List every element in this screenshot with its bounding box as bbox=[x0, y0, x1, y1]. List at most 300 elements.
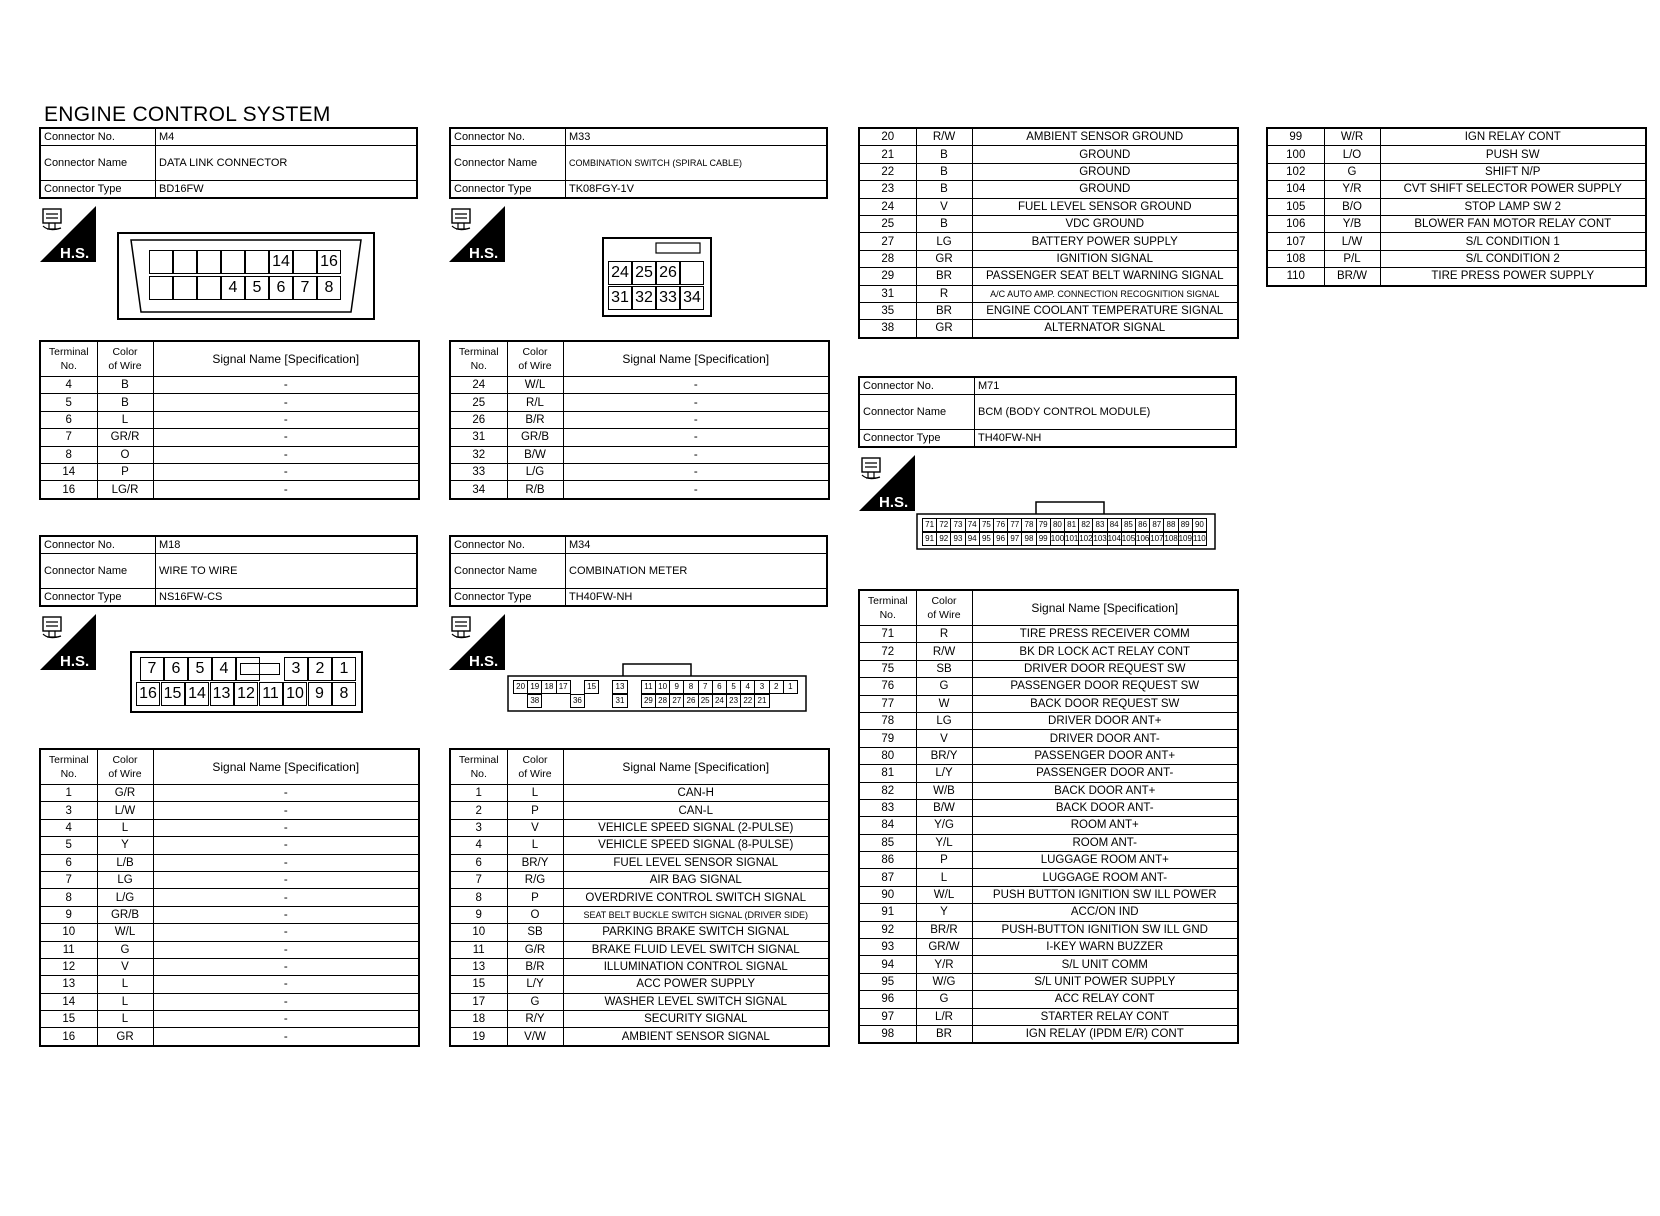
table-row bbox=[40, 819, 419, 836]
table-row bbox=[40, 871, 419, 888]
terminal-no: 8 bbox=[40, 889, 97, 906]
terminal-no: 87 bbox=[859, 869, 916, 886]
connector-pin: 78 bbox=[1021, 518, 1036, 532]
table-row bbox=[859, 747, 1238, 764]
wire-color: B bbox=[97, 377, 153, 394]
connector-pin: 24 bbox=[712, 694, 727, 708]
wire-color: BR bbox=[916, 268, 972, 285]
signal-name: ROOM ANT+ bbox=[972, 817, 1238, 834]
terminal-no: 25 bbox=[450, 394, 507, 411]
table-row bbox=[859, 956, 1238, 973]
table-row bbox=[450, 429, 829, 446]
connector-pin bbox=[149, 276, 173, 300]
terminal-no: 105 bbox=[1267, 198, 1324, 215]
wire-color: G bbox=[97, 941, 153, 958]
terminal-no: 9 bbox=[40, 906, 97, 923]
connector-pin: 98 bbox=[1021, 532, 1036, 546]
connector-pin: 106 bbox=[1135, 532, 1150, 546]
connector-type-value: NS16FW-CS bbox=[156, 589, 418, 607]
terminal-no: 8 bbox=[40, 446, 97, 463]
terminal-no: 24 bbox=[450, 377, 507, 394]
connector-pin: 26 bbox=[656, 261, 680, 285]
signal-name: TIRE PRESS RECEIVER COMM bbox=[972, 626, 1238, 643]
terminal-no: 78 bbox=[859, 712, 916, 729]
signal-name: LUGGAGE ROOM ANT+ bbox=[972, 852, 1238, 869]
terminal-no: 28 bbox=[859, 250, 916, 267]
terminal-no: 97 bbox=[859, 1008, 916, 1025]
wire-color: L/Y bbox=[916, 765, 972, 782]
wire-color: L bbox=[97, 1011, 153, 1028]
wire-color: Y/G bbox=[916, 817, 972, 834]
wire-color: P bbox=[97, 463, 153, 480]
terminal-no: 85 bbox=[859, 834, 916, 851]
signal-name: CAN-L bbox=[563, 802, 829, 819]
signal-name: - bbox=[153, 837, 419, 854]
connector-pin: 33 bbox=[656, 286, 680, 310]
table-row bbox=[450, 1028, 829, 1046]
table-row bbox=[450, 463, 829, 480]
table-row bbox=[1267, 268, 1646, 286]
connector-pin: 88 bbox=[1163, 518, 1178, 532]
connector-pin: 7 bbox=[140, 657, 164, 681]
connector-pin: 104 bbox=[1107, 532, 1122, 546]
terminal-no: 108 bbox=[1267, 250, 1324, 267]
connector-pin: 5 bbox=[188, 657, 212, 681]
wire-color: W/L bbox=[507, 377, 563, 394]
connector-pin: 22 bbox=[740, 694, 755, 708]
table-row bbox=[40, 993, 419, 1010]
terminal-no: 110 bbox=[1267, 268, 1324, 286]
terminal-no: 75 bbox=[859, 660, 916, 677]
hs-label: H.S. bbox=[60, 653, 90, 670]
wire-color: R/G bbox=[507, 871, 563, 888]
signal-name: - bbox=[563, 429, 829, 446]
signal-name: - bbox=[153, 1028, 419, 1046]
terminal-no: 13 bbox=[450, 958, 507, 975]
wire-color: GR bbox=[97, 1028, 153, 1046]
terminal-table-m18 bbox=[39, 748, 420, 1047]
terminal-no: 11 bbox=[450, 941, 507, 958]
wire-color: L/W bbox=[1324, 233, 1380, 250]
connector-name-row bbox=[40, 146, 417, 181]
signal-name: S/L CONDITION 1 bbox=[1380, 233, 1646, 250]
harness-side-icon bbox=[859, 455, 915, 511]
table-row bbox=[450, 976, 829, 993]
terminal-table-m71-continued bbox=[1266, 127, 1647, 287]
wire-color: W/R bbox=[1324, 128, 1380, 146]
signal-name: - bbox=[153, 906, 419, 923]
signal-name: FUEL LEVEL SENSOR GROUND bbox=[972, 198, 1238, 215]
terminal-no: 31 bbox=[859, 285, 916, 302]
signal-name: ALTERNATOR SIGNAL bbox=[972, 320, 1238, 338]
wire-color: P bbox=[507, 889, 563, 906]
connector-pin: 6 bbox=[269, 276, 293, 300]
table-row bbox=[859, 181, 1238, 198]
table-row bbox=[450, 941, 829, 958]
table-row bbox=[450, 854, 829, 871]
terminal-no: 10 bbox=[450, 924, 507, 941]
connector-no-value: M4 bbox=[156, 128, 418, 146]
table-row bbox=[40, 1011, 419, 1028]
table-row bbox=[40, 924, 419, 941]
table-row bbox=[40, 785, 419, 802]
connector-info-m34 bbox=[449, 535, 828, 607]
terminal-no: 71 bbox=[859, 626, 916, 643]
wire-color-header bbox=[97, 749, 153, 785]
header-line: Color bbox=[522, 346, 548, 358]
terminal-no: 19 bbox=[450, 1028, 507, 1046]
connector-pin bbox=[149, 250, 173, 274]
hs-label: H.S. bbox=[469, 245, 499, 262]
signal-name: - bbox=[563, 463, 829, 480]
connector-pin: 4 bbox=[740, 680, 755, 694]
connector-pin: 3 bbox=[284, 657, 308, 681]
signal-name: ENGINE COOLANT TEMPERATURE SIGNAL bbox=[972, 302, 1238, 319]
table-row bbox=[859, 643, 1238, 660]
wire-color: GR/R bbox=[97, 429, 153, 446]
harness-side-icon bbox=[40, 614, 96, 670]
connector-pin: 99 bbox=[1036, 532, 1051, 546]
connector-pin: 34 bbox=[680, 286, 704, 310]
table-row bbox=[859, 198, 1238, 215]
header-line: of Wire bbox=[518, 360, 552, 372]
table-row bbox=[859, 146, 1238, 163]
table-row bbox=[859, 834, 1238, 851]
connector-pin: 7 bbox=[698, 680, 713, 694]
table-row bbox=[450, 993, 829, 1010]
terminal-no: 95 bbox=[859, 973, 916, 990]
terminal-no: 4 bbox=[450, 837, 507, 854]
wire-color: GR/B bbox=[507, 429, 563, 446]
connector-pin: 109 bbox=[1178, 532, 1193, 546]
signal-name: IGN RELAY CONT bbox=[1380, 128, 1646, 146]
connector-type-value: TK08FGY-1V bbox=[566, 181, 828, 199]
connector-type-row bbox=[450, 589, 827, 607]
wire-color: Y bbox=[916, 904, 972, 921]
signal-name: IGNITION SIGNAL bbox=[972, 250, 1238, 267]
terminal-no: 86 bbox=[859, 852, 916, 869]
terminal-no: 1 bbox=[40, 785, 97, 802]
signal-name: - bbox=[563, 394, 829, 411]
connector-pin: 16 bbox=[317, 250, 341, 274]
table-row bbox=[450, 958, 829, 975]
connector-pin: 2 bbox=[769, 680, 784, 694]
wire-color: P/L bbox=[1324, 250, 1380, 267]
connector-diagram-m33 bbox=[602, 237, 712, 317]
table-row bbox=[40, 394, 419, 411]
signal-name: S/L UNIT COMM bbox=[972, 956, 1238, 973]
connector-pin: 38 bbox=[527, 694, 542, 708]
signal-name: FUEL LEVEL SENSOR SIGNAL bbox=[563, 854, 829, 871]
terminal-no: 76 bbox=[859, 678, 916, 695]
signal-name: DRIVER DOOR ANT+ bbox=[972, 712, 1238, 729]
connector-pin: 85 bbox=[1121, 518, 1136, 532]
wire-color: G/R bbox=[97, 785, 153, 802]
signal-name: PARKING BRAKE SWITCH SIGNAL bbox=[563, 924, 829, 941]
terminal-no: 15 bbox=[40, 1011, 97, 1028]
connector-name-value: BCM (BODY CONTROL MODULE) bbox=[975, 395, 1237, 430]
wire-color: G bbox=[1324, 163, 1380, 180]
connector-pin: 8 bbox=[683, 680, 698, 694]
signal-name: BK DR LOCK ACT RELAY CONT bbox=[972, 643, 1238, 660]
connector-pin: 21 bbox=[754, 694, 769, 708]
connector-pin: 18 bbox=[541, 680, 556, 694]
connector-pin: 5 bbox=[245, 276, 269, 300]
signal-name: - bbox=[153, 463, 419, 480]
connector-type-label: Connector Type bbox=[40, 589, 156, 607]
wire-color: L/W bbox=[97, 802, 153, 819]
terminal-no: 33 bbox=[450, 463, 507, 480]
connector-pin: 26 bbox=[683, 694, 698, 708]
connector-pin: 15 bbox=[584, 680, 599, 694]
connector-no-row bbox=[859, 377, 1236, 395]
connector-type-value: BD16FW bbox=[156, 181, 418, 199]
wire-color: BR bbox=[916, 1025, 972, 1043]
connector-no-label: Connector No. bbox=[450, 128, 566, 146]
terminal-no: 107 bbox=[1267, 233, 1324, 250]
terminal-no: 35 bbox=[859, 302, 916, 319]
terminal-no: 7 bbox=[40, 429, 97, 446]
signal-name: BLOWER FAN MOTOR RELAY CONT bbox=[1380, 215, 1646, 232]
connector-pin bbox=[173, 276, 197, 300]
wire-color-header bbox=[916, 590, 972, 626]
wire-color: L bbox=[507, 785, 563, 802]
connector-pin: 97 bbox=[1007, 532, 1022, 546]
signal-name: S/L UNIT POWER SUPPLY bbox=[972, 973, 1238, 990]
header-line: Color bbox=[931, 595, 957, 607]
connector-pin: 6 bbox=[164, 657, 188, 681]
wire-color: GR bbox=[916, 250, 972, 267]
table-row bbox=[40, 446, 419, 463]
table-row bbox=[859, 765, 1238, 782]
connector-type-label: Connector Type bbox=[40, 181, 156, 199]
wire-color: V bbox=[507, 819, 563, 836]
hs-label: H.S. bbox=[60, 245, 90, 262]
terminal-no: 81 bbox=[859, 765, 916, 782]
table-row bbox=[1267, 215, 1646, 232]
connector-info-m18 bbox=[39, 535, 418, 607]
wire-color: SB bbox=[507, 924, 563, 941]
connector-pin: 14 bbox=[269, 250, 293, 274]
terminal-no: 6 bbox=[40, 854, 97, 871]
signal-name: BRAKE FLUID LEVEL SWITCH SIGNAL bbox=[563, 941, 829, 958]
connector-pin: 96 bbox=[993, 532, 1008, 546]
table-row bbox=[450, 802, 829, 819]
connector-diagram-m18 bbox=[130, 651, 363, 713]
signal-name-header: Signal Name [Specification] bbox=[153, 749, 419, 785]
wire-color: B bbox=[916, 163, 972, 180]
signal-name: BACK DOOR ANT- bbox=[972, 799, 1238, 816]
table-row bbox=[40, 889, 419, 906]
connector-pin: 8 bbox=[317, 276, 341, 300]
connector-no-value: M33 bbox=[566, 128, 828, 146]
terminal-no: 90 bbox=[859, 886, 916, 903]
terminal-no: 29 bbox=[859, 268, 916, 285]
connector-pin: 1 bbox=[332, 657, 356, 681]
wire-color: V bbox=[916, 198, 972, 215]
signal-name: - bbox=[153, 889, 419, 906]
harness-side-icon bbox=[449, 206, 505, 262]
terminal-no: 5 bbox=[40, 394, 97, 411]
terminal-no: 16 bbox=[40, 1028, 97, 1046]
table-row bbox=[450, 906, 829, 923]
connector-pin: 100 bbox=[1050, 532, 1065, 546]
header-line: No. bbox=[60, 768, 77, 780]
connector-pin: 79 bbox=[1036, 518, 1051, 532]
terminal-no: 32 bbox=[450, 446, 507, 463]
signal-name: PUSH SW bbox=[1380, 146, 1646, 163]
terminal-no: 24 bbox=[859, 198, 916, 215]
table-row bbox=[450, 819, 829, 836]
wire-color: B bbox=[916, 181, 972, 198]
wire-color: L bbox=[97, 819, 153, 836]
header-line: of Wire bbox=[108, 360, 142, 372]
terminal-no: 17 bbox=[450, 993, 507, 1010]
terminal-no: 31 bbox=[450, 429, 507, 446]
signal-name: STARTER RELAY CONT bbox=[972, 1008, 1238, 1025]
wire-color-header bbox=[97, 341, 153, 377]
header-line: of Wire bbox=[108, 768, 142, 780]
terminal-no: 100 bbox=[1267, 146, 1324, 163]
wire-color: V bbox=[916, 730, 972, 747]
connector-pin: 81 bbox=[1064, 518, 1079, 532]
connector-no-label: Connector No. bbox=[40, 128, 156, 146]
signal-name: I-KEY WARN BUZZER bbox=[972, 939, 1238, 956]
table-row bbox=[859, 163, 1238, 180]
connector-no-value: M18 bbox=[156, 536, 418, 554]
wire-color: B/W bbox=[507, 446, 563, 463]
signal-name: - bbox=[563, 446, 829, 463]
connector-pin: 90 bbox=[1192, 518, 1207, 532]
connector-pin: 102 bbox=[1078, 532, 1093, 546]
table-header-row bbox=[450, 749, 829, 785]
connector-pin: 12 bbox=[234, 682, 258, 706]
connector-pin: 31 bbox=[612, 694, 627, 708]
signal-name: SEAT BELT BUCKLE SWITCH SIGNAL (DRIVER SIDE) bbox=[563, 906, 829, 923]
terminal-no-header bbox=[450, 749, 507, 785]
connector-pin: 92 bbox=[936, 532, 951, 546]
table-row bbox=[859, 215, 1238, 232]
signal-name: - bbox=[153, 1011, 419, 1028]
header-line: Color bbox=[112, 346, 138, 358]
connector-pin: 24 bbox=[608, 261, 632, 285]
signal-name: - bbox=[153, 854, 419, 871]
connector-pin: 14 bbox=[185, 682, 209, 706]
connector-pin: 95 bbox=[979, 532, 994, 546]
connector-name-value: COMBINATION METER bbox=[566, 554, 828, 589]
connector-name-row bbox=[450, 146, 827, 181]
table-row bbox=[450, 871, 829, 888]
table-row bbox=[450, 889, 829, 906]
signal-name: - bbox=[563, 481, 829, 499]
signal-name-header: Signal Name [Specification] bbox=[972, 590, 1238, 626]
connector-no-label: Connector No. bbox=[859, 377, 975, 395]
table-row bbox=[1267, 233, 1646, 250]
connector-info-m4 bbox=[39, 127, 418, 199]
wire-color: R/Y bbox=[507, 1011, 563, 1028]
wire-color: B/O bbox=[1324, 198, 1380, 215]
terminal-no: 3 bbox=[450, 819, 507, 836]
connector-type-label: Connector Type bbox=[450, 589, 566, 607]
signal-name: A/C AUTO AMP. CONNECTION RECOGNITION SIGNAL bbox=[972, 285, 1238, 302]
header-line: Terminal bbox=[48, 346, 89, 358]
connector-pin: 7 bbox=[293, 276, 317, 300]
connector-name-label: Connector Name bbox=[40, 146, 156, 181]
table-row bbox=[40, 481, 419, 499]
wire-color: L/Y bbox=[507, 976, 563, 993]
connector-pin: 73 bbox=[950, 518, 965, 532]
wire-color: B bbox=[97, 394, 153, 411]
signal-name: - bbox=[153, 958, 419, 975]
connector-pin: 9 bbox=[308, 682, 332, 706]
terminal-no: 5 bbox=[40, 837, 97, 854]
signal-name: - bbox=[153, 819, 419, 836]
table-row bbox=[450, 1011, 829, 1028]
terminal-no: 96 bbox=[859, 991, 916, 1008]
table-row bbox=[450, 446, 829, 463]
connector-type-row bbox=[40, 589, 417, 607]
table-row bbox=[1267, 198, 1646, 215]
wire-color: P bbox=[916, 852, 972, 869]
table-row bbox=[859, 320, 1238, 338]
terminal-no: 72 bbox=[859, 643, 916, 660]
hs-label: H.S. bbox=[469, 653, 499, 670]
wire-color: L/O bbox=[1324, 146, 1380, 163]
signal-name: AIR BAG SIGNAL bbox=[563, 871, 829, 888]
terminal-table-m34 bbox=[449, 748, 830, 1047]
wire-color: W/L bbox=[97, 924, 153, 941]
terminal-no: 2 bbox=[450, 802, 507, 819]
terminal-no: 6 bbox=[450, 854, 507, 871]
signal-name: BACK DOOR ANT+ bbox=[972, 782, 1238, 799]
connector-pin: 32 bbox=[632, 286, 656, 310]
connector-name-value: DATA LINK CONNECTOR bbox=[156, 146, 418, 181]
table-row bbox=[450, 481, 829, 499]
table-row bbox=[859, 678, 1238, 695]
table-row bbox=[859, 660, 1238, 677]
harness-side-icon bbox=[40, 206, 96, 262]
header-line: No. bbox=[470, 360, 487, 372]
table-row bbox=[40, 958, 419, 975]
connector-pin: 4 bbox=[221, 276, 245, 300]
connector-pin: 103 bbox=[1092, 532, 1107, 546]
table-header-row bbox=[40, 341, 419, 377]
connector-type-row bbox=[859, 430, 1236, 448]
table-row bbox=[1267, 250, 1646, 267]
terminal-no-header bbox=[40, 341, 97, 377]
table-row bbox=[859, 302, 1238, 319]
terminal-no: 15 bbox=[450, 976, 507, 993]
header-line: No. bbox=[470, 768, 487, 780]
terminal-no: 77 bbox=[859, 695, 916, 712]
connector-type-row bbox=[450, 181, 827, 199]
table-row bbox=[1267, 128, 1646, 146]
connector-pin: 110 bbox=[1192, 532, 1207, 546]
header-line: Terminal bbox=[458, 346, 499, 358]
signal-name: SHIFT N/P bbox=[1380, 163, 1646, 180]
signal-name: - bbox=[563, 411, 829, 428]
connector-pin bbox=[221, 250, 245, 274]
connector-name-row bbox=[40, 554, 417, 589]
terminal-no: 13 bbox=[40, 976, 97, 993]
terminal-no-header bbox=[450, 341, 507, 377]
connector-pin: 8 bbox=[332, 682, 356, 706]
wire-color: GR bbox=[916, 320, 972, 338]
header-line: No. bbox=[879, 609, 896, 621]
connector-name-label: Connector Name bbox=[450, 146, 566, 181]
signal-name: DRIVER DOOR REQUEST SW bbox=[972, 660, 1238, 677]
connector-pin: 89 bbox=[1178, 518, 1193, 532]
